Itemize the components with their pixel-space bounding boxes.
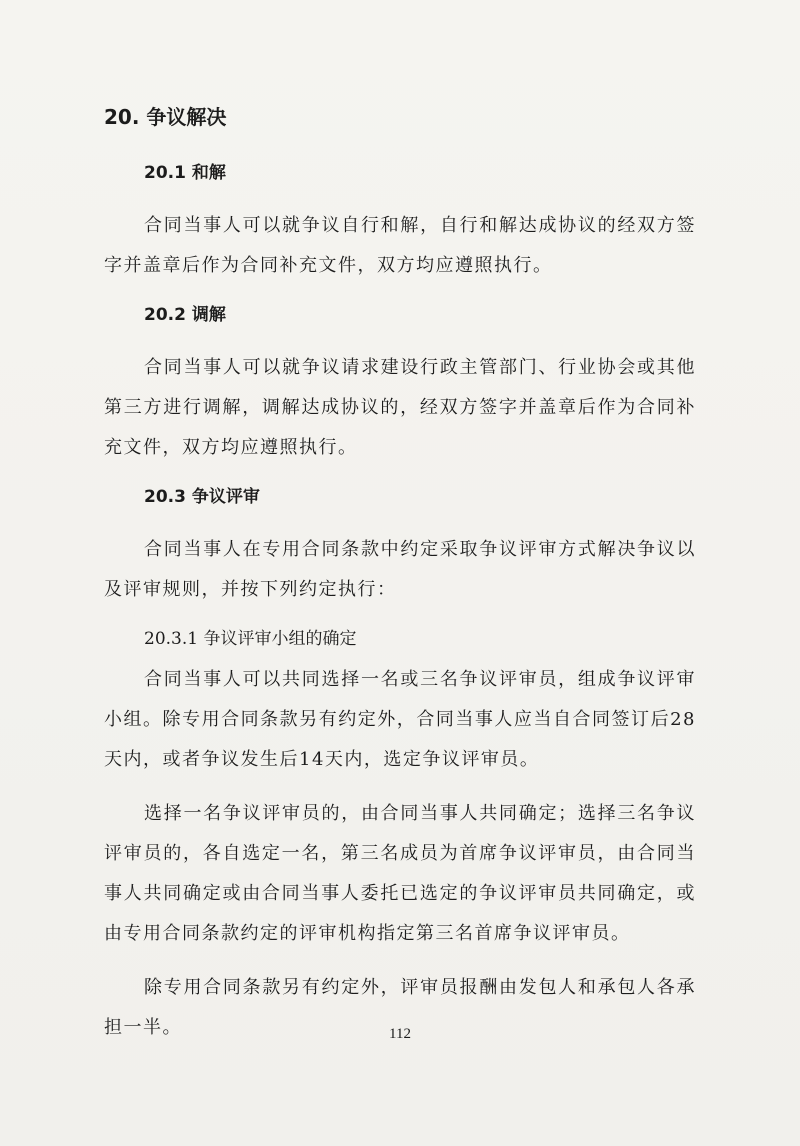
section-title: 20. 争议解决 <box>104 105 227 129</box>
paragraph-20-3: 合同当事人在专用合同条款中约定采取争议评审方式解决争议以及评审规则，并按下列约定执行： <box>104 539 696 600</box>
paragraph-20-2: 合同当事人可以就争议请求建设行政主管部门、行业协会或其他第三方进行调解，调解达成协议的，经双方签字并盖章后作为合同补充文件，双方均应遵照执行。 <box>104 357 696 458</box>
paragraph-20-1: 合同当事人可以就争议自行和解，自行和解达成协议的经双方签字并盖章后作为合同补充文件，双方均应遵照执行。 <box>104 215 696 276</box>
subsection-heading-20-3-1: 20.3.1 争议评审小组的确定 <box>144 629 357 649</box>
page-content <box>104 100 696 1062</box>
paragraph-20-3-1-a: 合同当事人可以共同选择一名或三名争议评审员，组成争议评审小组。除专用合同条款另有约定外，合同当事人应当自合同签订后28天内，或者争议发生后14天内，选定争议评审员。 <box>104 669 696 770</box>
page-number: 112 <box>389 1026 411 1042</box>
subsection-heading-20-3: 20.3 争议评审 <box>144 487 260 507</box>
subsection-heading-20-1: 20.1 和解 <box>144 163 226 183</box>
subsection-heading-20-2: 20.2 调解 <box>144 305 226 325</box>
paragraph-20-3-1-b: 选择一名争议评审员的，由合同当事人共同确定；选择三名争议评审员的，各自选定一名，第三名成员为首席争议评审员，由合同当事人共同确定或由合同当事人委托已选定的争议评审员共同确定，或由专用合同条款约定的评审机构指定第三名首席争议评审员。 <box>104 803 696 944</box>
paragraph-20-3-1-c: 除专用合同条款另有约定外，评审员报酬由发包人和承包人各承担一半。 <box>104 977 696 1038</box>
